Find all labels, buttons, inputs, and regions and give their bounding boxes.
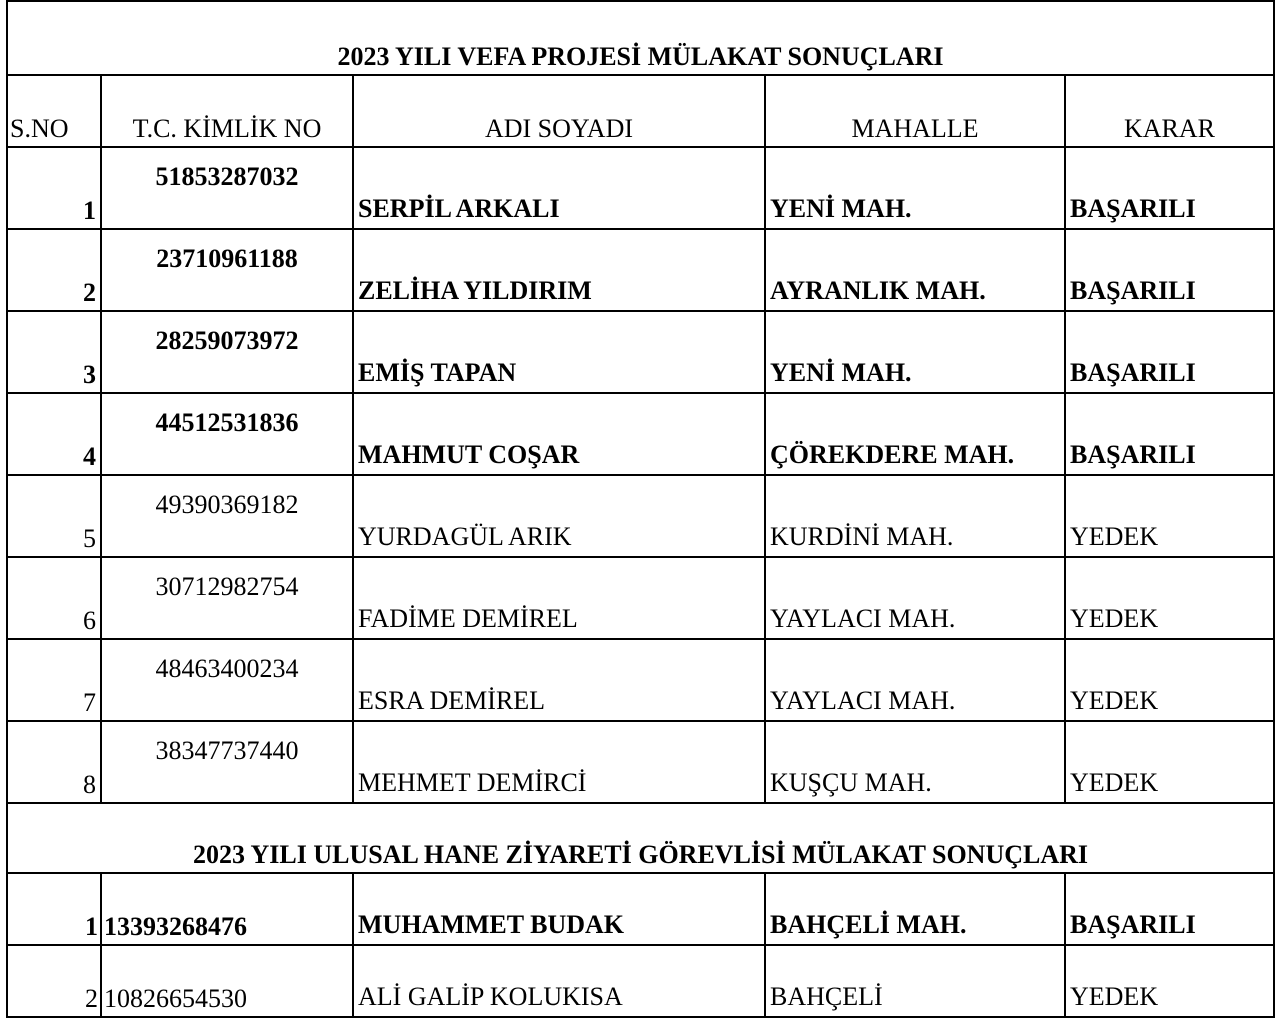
table-row bbox=[7, 147, 1274, 229]
row-name: MUHAMMET BUDAK bbox=[353, 873, 765, 945]
row-decision: BAŞARILI bbox=[1065, 147, 1274, 229]
row-tc: 30712982754 bbox=[101, 557, 353, 639]
row-name: ALİ GALİP KOLUKISA bbox=[353, 945, 765, 1017]
row-sno: 2 bbox=[7, 229, 101, 311]
section1-title-row bbox=[7, 1, 1274, 75]
row-name: ZELİHA YILDIRIM bbox=[353, 229, 765, 311]
row-neighborhood: ÇÖREKDERE MAH. bbox=[765, 393, 1065, 475]
row-sno: 6 bbox=[7, 557, 101, 639]
section2-title-row bbox=[7, 803, 1274, 873]
row-name: FADİME DEMİREL bbox=[353, 557, 765, 639]
header-decision: KARAR bbox=[1065, 75, 1274, 147]
row-sno: 1 bbox=[7, 147, 101, 229]
row-decision: YEDEK bbox=[1065, 945, 1274, 1017]
row-name: MAHMUT COŞAR bbox=[353, 393, 765, 475]
table-row bbox=[7, 557, 1274, 639]
row-name: SERPİL ARKALI bbox=[353, 147, 765, 229]
row-decision: BAŞARILI bbox=[1065, 873, 1274, 945]
header-neighborhood: MAHALLE bbox=[765, 75, 1065, 147]
row-decision: YEDEK bbox=[1065, 475, 1274, 557]
row-tc: 13393268476 bbox=[101, 873, 353, 945]
row-tc: 23710961188 bbox=[101, 229, 353, 311]
row-decision: YEDEK bbox=[1065, 639, 1274, 721]
row-tc: 10826654530 bbox=[101, 945, 353, 1017]
row-name: EMİŞ TAPAN bbox=[353, 311, 765, 393]
header-name: ADI SOYADI bbox=[353, 75, 765, 147]
row-sno: 4 bbox=[7, 393, 101, 475]
row-decision: BAŞARILI bbox=[1065, 229, 1274, 311]
row-tc: 48463400234 bbox=[101, 639, 353, 721]
row-decision: YEDEK bbox=[1065, 557, 1274, 639]
section2-title: 2023 YILI ULUSAL HANE ZİYARETİ GÖREVLİSİ MÜLAKAT SONUÇLARI bbox=[7, 803, 1274, 873]
table-row bbox=[7, 873, 1274, 945]
results-sheet bbox=[6, 0, 1273, 1013]
row-neighborhood: YAYLACI MAH. bbox=[765, 557, 1065, 639]
row-decision: YEDEK bbox=[1065, 721, 1274, 803]
row-tc: 28259073972 bbox=[101, 311, 353, 393]
row-sno: 3 bbox=[7, 311, 101, 393]
row-name: MEHMET DEMİRCİ bbox=[353, 721, 765, 803]
table-row bbox=[7, 639, 1274, 721]
row-name: YURDAGÜL ARIK bbox=[353, 475, 765, 557]
table-row bbox=[7, 393, 1274, 475]
row-neighborhood: YENİ MAH. bbox=[765, 311, 1065, 393]
table-row bbox=[7, 229, 1274, 311]
table-row bbox=[7, 475, 1274, 557]
row-decision: BAŞARILI bbox=[1065, 393, 1274, 475]
row-sno: 7 bbox=[7, 639, 101, 721]
row-decision: BAŞARILI bbox=[1065, 311, 1274, 393]
header-row bbox=[7, 75, 1274, 147]
row-neighborhood: BAHÇELİ MAH. bbox=[765, 873, 1065, 945]
row-neighborhood: AYRANLIK MAH. bbox=[765, 229, 1065, 311]
row-sno: 5 bbox=[7, 475, 101, 557]
table-row bbox=[7, 721, 1274, 803]
row-sno: 1 bbox=[7, 873, 101, 945]
results-table bbox=[6, 0, 1275, 1018]
table-row bbox=[7, 311, 1274, 393]
header-sno: S.NO bbox=[7, 75, 101, 147]
row-sno: 2 bbox=[7, 945, 101, 1017]
row-tc: 49390369182 bbox=[101, 475, 353, 557]
row-neighborhood: YAYLACI MAH. bbox=[765, 639, 1065, 721]
row-name: ESRA DEMİREL bbox=[353, 639, 765, 721]
table-row bbox=[7, 945, 1274, 1017]
row-tc: 38347737440 bbox=[101, 721, 353, 803]
row-neighborhood: BAHÇELİ bbox=[765, 945, 1065, 1017]
row-sno: 8 bbox=[7, 721, 101, 803]
row-tc: 44512531836 bbox=[101, 393, 353, 475]
header-tc: T.C. KİMLİK NO bbox=[101, 75, 353, 147]
section1-title: 2023 YILI VEFA PROJESİ MÜLAKAT SONUÇLARI bbox=[7, 1, 1274, 75]
row-neighborhood: KURDİNİ MAH. bbox=[765, 475, 1065, 557]
row-neighborhood: YENİ MAH. bbox=[765, 147, 1065, 229]
row-neighborhood: KUŞÇU MAH. bbox=[765, 721, 1065, 803]
row-tc: 51853287032 bbox=[101, 147, 353, 229]
